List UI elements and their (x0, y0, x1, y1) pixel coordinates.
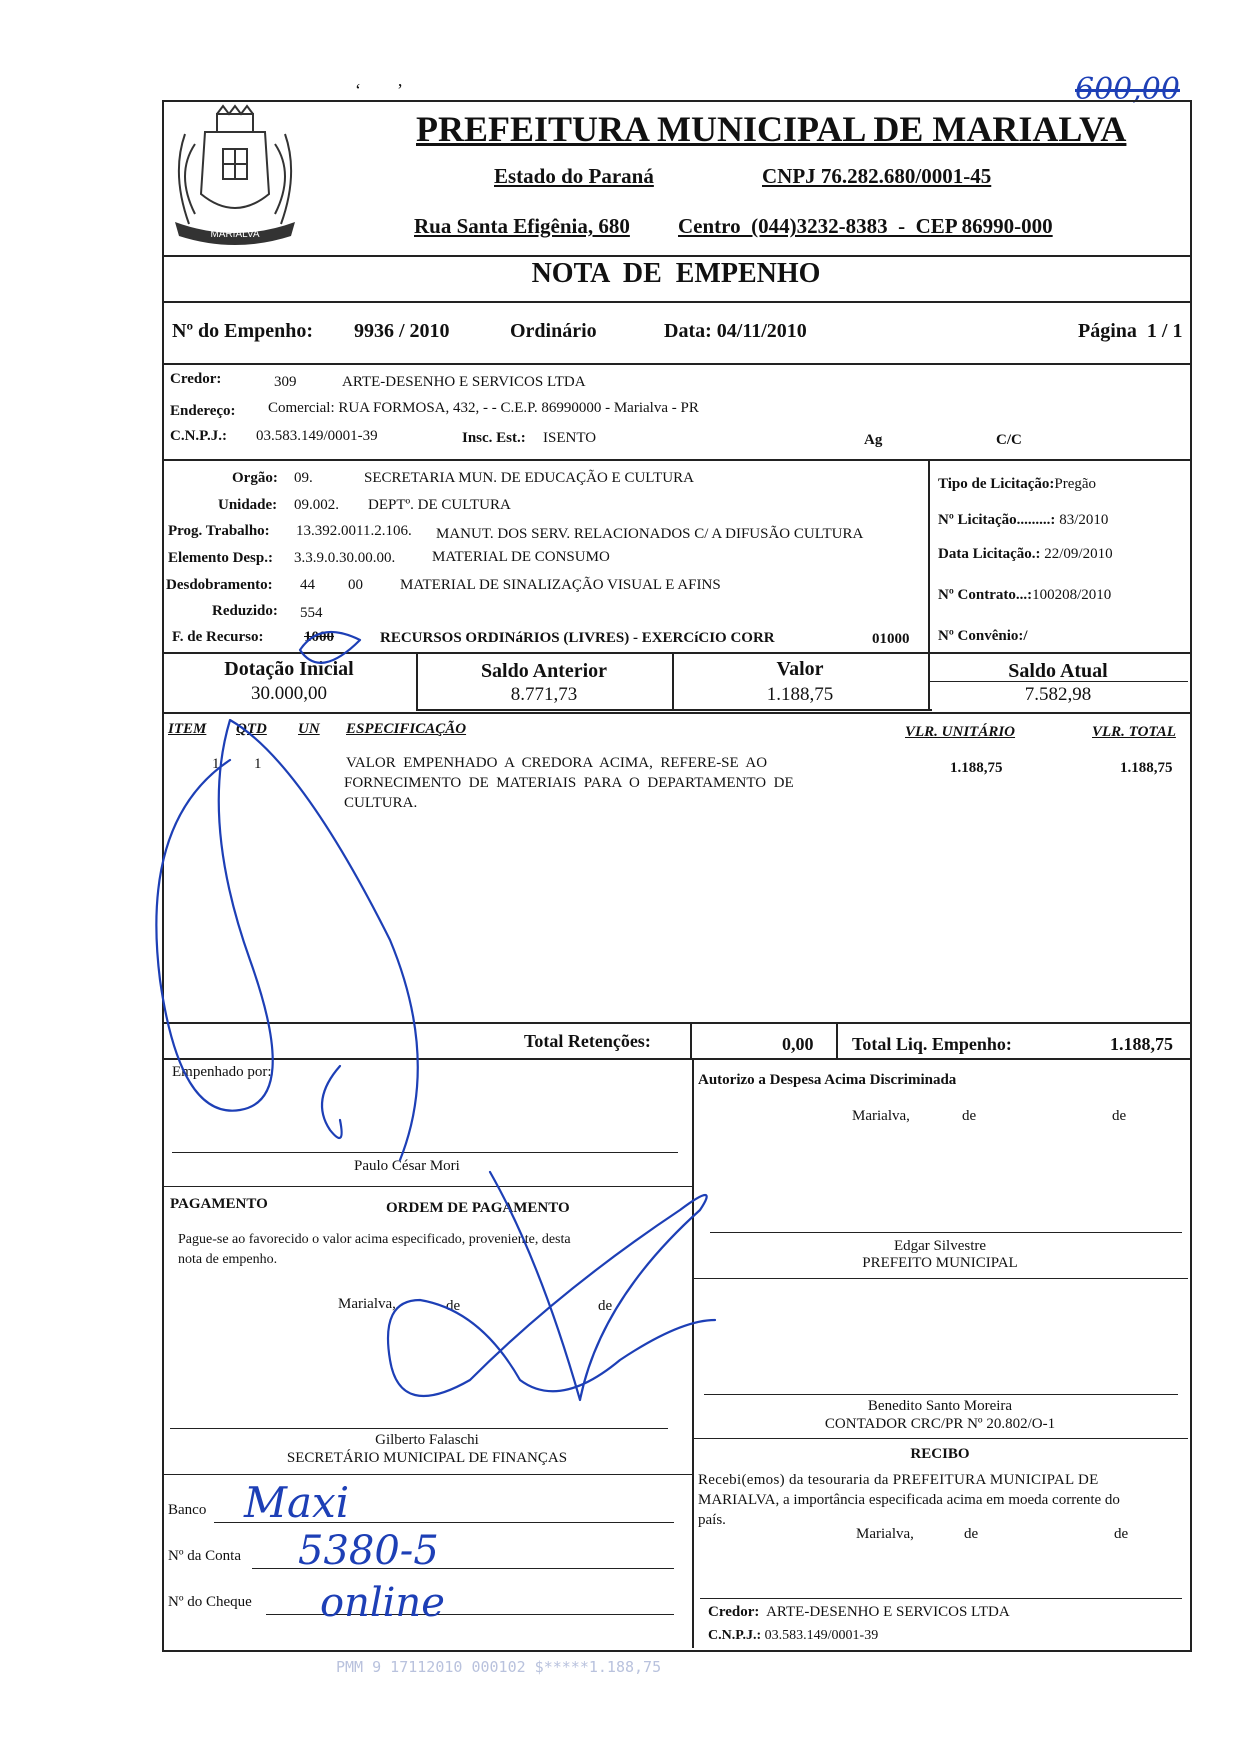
credor-code: 309 (274, 374, 297, 390)
elemento-name: MATERIAL DE CONSUMO (432, 549, 610, 565)
page-title: PREFEITURA MUNICIPAL DE MARIALVA (416, 109, 1127, 149)
dotacao-label: Dotação Inicial (224, 658, 354, 680)
elemento-code: 3.3.9.0.30.00.00. (294, 550, 396, 566)
insc-value: ISENTO (543, 430, 597, 446)
credor-name: ARTE-DESENHO E SERVICOS LTDA (342, 374, 586, 390)
licitacao-number-label: Nº Licitação.........: (938, 512, 1056, 528)
convenio-label: Nº Convênio:/ (938, 628, 1028, 644)
empenhado-label: Empenhado por: (172, 1064, 272, 1080)
recibo-text-1: Recebi(emos) da tesouraria da PREFEITURA MUNICIPAL DE (698, 1472, 1099, 1488)
insc-label: Insc. Est.: (462, 430, 526, 446)
cheque-label: Nº do Cheque (168, 1594, 252, 1610)
autorizo-label: Autorizo a Despesa Acima Discriminada (698, 1072, 957, 1088)
credor-address: Comercial: RUA FORMOSA, 432, - - C.E.P. 86990000 - Marialva - PR (268, 400, 699, 416)
autorizo-city: Marialva, (852, 1108, 910, 1124)
pagamento-city: Marialva, (338, 1296, 396, 1312)
top-marks: ‘ ’ (355, 80, 403, 100)
orgao-code: 09. (294, 470, 313, 486)
spec-cell-line-1: VALOR EMPENHADO A CREDORA ACIMA, REFERE-SE AO (346, 755, 768, 771)
cheque-handwritten: online (320, 1580, 445, 1626)
credor-cnpj: 03.583.149/0001-39 (256, 428, 378, 444)
recibo-credor-label: Credor: (708, 1604, 760, 1620)
desdobramento-code-2: 00 (348, 577, 363, 593)
recibo-label: RECIBO (910, 1446, 970, 1462)
empenho-signature-tail (300, 632, 360, 663)
item-column-header: ITEM (168, 721, 207, 737)
saldo-atual-label: Saldo Atual (1008, 660, 1108, 682)
credor-label: Credor: (170, 371, 222, 387)
top-handwritten-amount: 600,00 (1075, 72, 1180, 107)
retencoes-label: Total Retenções: (524, 1031, 651, 1051)
recibo-city: Marialva, (856, 1526, 914, 1542)
unidade-label: Unidade: (218, 497, 278, 513)
pagamento-text-2: nota de empenho. (178, 1252, 278, 1267)
desdobramento-name: MATERIAL DE SINALIZAÇÃO VISUAL E AFINS (400, 577, 721, 593)
prefeito-name: Edgar Silvestre (893, 1238, 987, 1254)
valor-label: Valor (776, 658, 824, 680)
empenho-signature-small-loop (322, 1066, 342, 1138)
pagamento-signature (388, 1172, 715, 1400)
licitacao-date-value: 22/09/2010 (1044, 546, 1113, 562)
unidade-name: DEPTº. DE CULTURA (368, 497, 511, 513)
recurso-label: F. de Recurso: (172, 629, 264, 645)
contrato-value: 100208/2010 (1032, 587, 1112, 603)
cc-label: C/C (996, 432, 1022, 448)
recurso-name: RECURSOS ORDINáRIOS (LIVRES) - EXERCíCIO CORR (380, 630, 775, 646)
spec-cell-line-3: CULTURA. (344, 795, 418, 811)
recibo-credor-value: ARTE-DESENHO E SERVICOS LTDA (766, 1604, 1010, 1620)
contador-name: Benedito Santo Moreira (867, 1398, 1013, 1414)
empenho-signature-loop (156, 720, 417, 1160)
retencoes-value: 0,00 (782, 1034, 814, 1054)
address-field-label: Endereço: (170, 403, 236, 419)
conta-handwritten: 5380-5 (298, 1528, 439, 1574)
contador-title: CONTADOR CRC/PR Nº 20.802/O-1 (824, 1416, 1056, 1432)
banco-handwritten: Maxi (244, 1478, 350, 1527)
item-cell: 1 (212, 756, 220, 772)
footer-stamp: PMM 9 17112010 000102 $*****1.188,75 (336, 1658, 662, 1676)
total-cell: 1.188,75 (1120, 760, 1173, 776)
pagamento-text-1: Pague-se ao favorecido o valor acima especificado, proveniente, desta (178, 1232, 571, 1247)
recibo-cnpj-label: C.N.P.J.: (708, 1628, 762, 1643)
total-column-header: VLR. TOTAL (1092, 724, 1176, 740)
recibo-de-2: de (1114, 1526, 1129, 1542)
unit-price-column-header: VLR. UNITÁRIO (905, 724, 1016, 740)
prog-code: 13.392.0011.2.106. (296, 523, 412, 539)
reduzido-label: Reduzido: (212, 603, 278, 619)
qtd-column-header: QTD (236, 721, 267, 737)
licitacao-type-value: Pregão (1054, 476, 1097, 492)
recurso-code: 1000 (304, 629, 334, 645)
orgao-label: Orgão: (232, 470, 278, 486)
orgao-name: SECRETARIA MUN. DE EDUCAÇÃO E CULTURA (364, 470, 694, 486)
autorizo-de-1: de (962, 1108, 977, 1124)
empenho-date: Data: 04/11/2010 (664, 320, 807, 342)
spec-column-header: ESPECIFICAÇÃO (346, 721, 467, 737)
unidade-code: 09.002. (294, 497, 339, 513)
empenho-label: Nº do Empenho: (172, 320, 314, 342)
recibo-text-3: país. (698, 1512, 726, 1528)
reduzido-value: 554 (300, 605, 323, 621)
saldo-atual-value: 7.582,98 (1024, 684, 1092, 705)
elemento-label: Elemento Desp.: (168, 550, 273, 566)
spec-cell-line-2: FORNECIMENTO DE MATERIAIS PARA O DEPARTAMENTO DE (344, 775, 794, 791)
ag-label: Ag (864, 432, 883, 448)
secretario-title: SECRETÁRIO MUNICIPAL DE FINANÇAS (286, 1450, 568, 1466)
conta-label: Nº da Conta (168, 1548, 241, 1564)
empenhado-name: Paulo César Mori (354, 1158, 460, 1174)
page-number: Página 1 / 1 (1078, 320, 1183, 342)
empenho-type: Ordinário (510, 320, 597, 342)
desdobramento-code-1: 44 (300, 577, 315, 593)
secretario-name: Gilberto Falaschi (375, 1432, 479, 1448)
crest-ribbon-text: MARIALVA (210, 229, 260, 240)
autorizo-de-2: de (1112, 1108, 1127, 1124)
pagamento-label: PAGAMENTO (170, 1196, 268, 1212)
desdobramento-label: Desdobramento: (166, 577, 273, 593)
cnpj-field-label: C.N.P.J.: (170, 428, 227, 444)
prog-name: MANUT. DOS SERV. RELACIONADOS C/ A DIFUSÃO CULTURA (436, 526, 864, 542)
un-column-header: UN (298, 721, 320, 737)
saldo-anterior-value: 8.771,73 (510, 684, 578, 705)
pagamento-de-2: de (598, 1298, 613, 1314)
valor-value: 1.188,75 (766, 684, 834, 705)
dotacao-value: 30.000,00 (251, 683, 327, 704)
cnpj-label: CNPJ 76.282.680/0001-45 (762, 164, 992, 188)
state-label: Estado do Paraná (494, 164, 654, 188)
document-title: NOTA DE EMPENHO (531, 258, 821, 289)
recibo-de-1: de (964, 1526, 979, 1542)
recibo-cnpj-value: 03.583.149/0001-39 (764, 1628, 879, 1643)
unit-price-cell: 1.188,75 (950, 760, 1003, 776)
saldo-anterior-label: Saldo Anterior (480, 660, 608, 682)
licitacao-date-label: Data Licitação.: (938, 546, 1041, 562)
licitacao-number-value: 83/2010 (1059, 512, 1109, 528)
pagamento-de-1: de (446, 1298, 461, 1314)
licitacao-type-label: Tipo de Licitação: (938, 476, 1055, 492)
contact-label: Centro (044)3232-8383 - CEP 86990-000 (678, 214, 1053, 238)
empenho-number: 9936 / 2010 (354, 320, 450, 342)
prog-label: Prog. Trabalho: (168, 523, 270, 539)
qtd-cell: 1 (254, 756, 262, 772)
contrato-label: Nº Contrato...: (938, 587, 1033, 603)
ordem-pagamento-label: ORDEM DE PAGAMENTO (386, 1200, 570, 1216)
prefeito-title: PREFEITO MUNICIPAL (862, 1255, 1018, 1271)
liquido-value: 1.188,75 (1110, 1034, 1173, 1054)
recurso-code-2: 01000 (872, 631, 910, 647)
address-label: Rua Santa Efigênia, 680 (414, 214, 630, 238)
recibo-text-2: MARIALVA, a importância especificada acima em moeda corrente do (698, 1492, 1120, 1508)
banco-label: Banco (168, 1502, 207, 1518)
liquido-label: Total Liq. Empenho: (852, 1034, 1012, 1054)
